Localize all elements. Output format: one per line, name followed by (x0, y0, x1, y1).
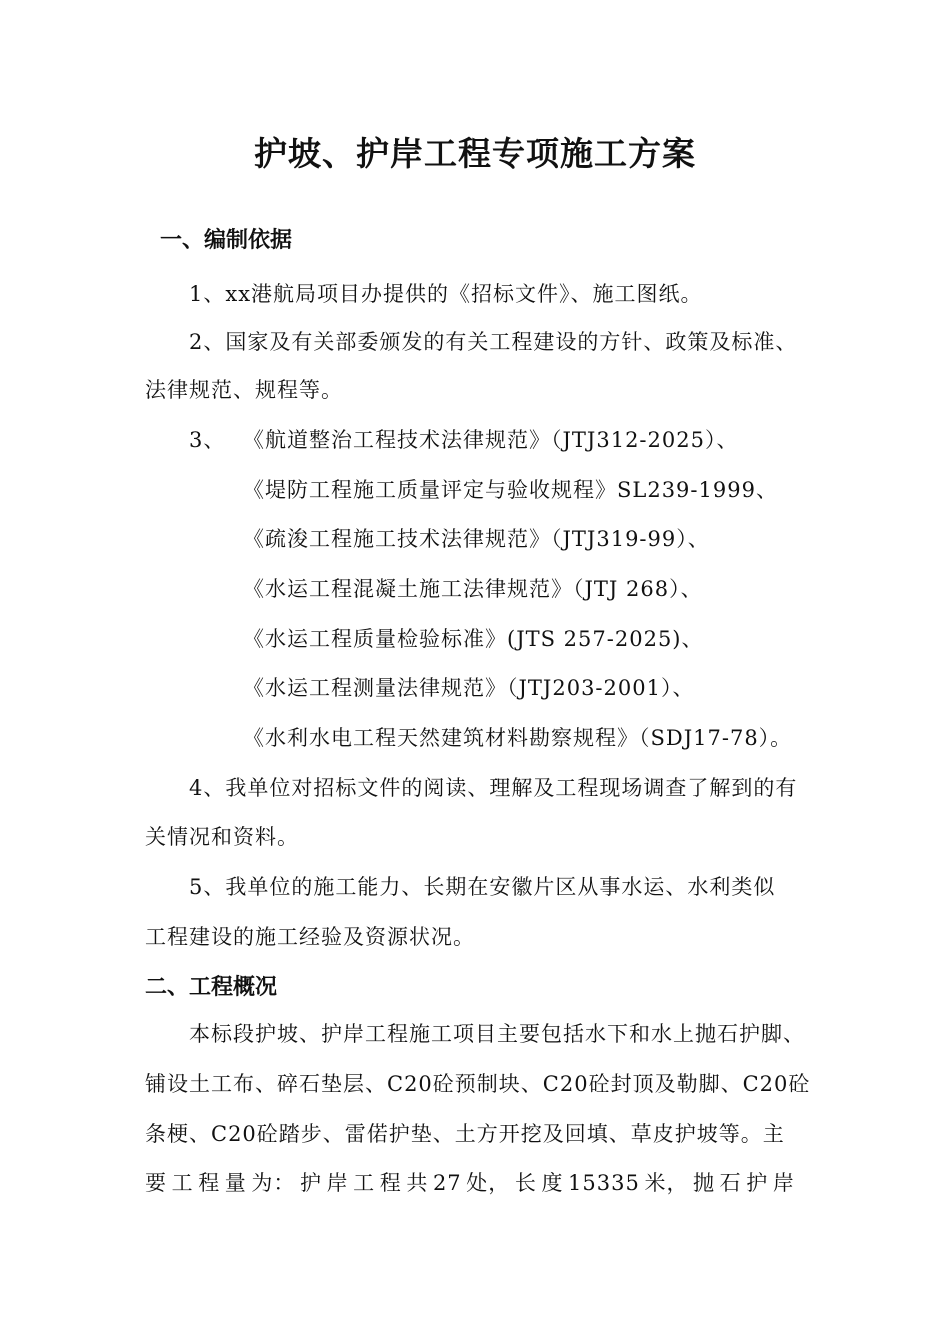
document-title: 护坡、护岸工程专项施工方案 (254, 134, 696, 173)
paragraph-word: 度 (541, 1171, 564, 1195)
paragraph-word: 岸 (326, 1171, 349, 1195)
basis-item-3-prefix: 3、 (189, 428, 226, 452)
basis-item-2-line-1: 2、国家及有关部委颁发的有关工程建设的方针、政策及标准、 (189, 330, 798, 354)
overview-paragraph-line-1: 本标段护坡、护岸工程施工项目主要包括水下和水上抛石护脚、 (189, 1022, 805, 1046)
standard-item: 《堤防工程施工质量评定与验收规程》SL239-1999、 (243, 478, 778, 502)
paragraph-word: 长 (514, 1171, 537, 1195)
paragraph-word: 15335 (568, 1171, 640, 1195)
paragraph-word: 为： (251, 1171, 296, 1195)
section-heading-overview: 二、工程概况 (145, 975, 278, 1000)
basis-item-5-line-2: 工程建设的施工经验及资源状况。 (145, 925, 475, 949)
paragraph-word: 抛 (693, 1171, 716, 1195)
overview-paragraph-line-2: 铺设土工布、碎石垫层、C20砼预制块、C20砼封顶及勒脚、C20砼 (145, 1072, 811, 1096)
standard-item: 《水运工程质量检验标准》(JTS 257-2025)、 (243, 627, 704, 651)
basis-item-2-line-2: 法律规范、规程等。 (145, 378, 343, 402)
standard-item: 《疏浚工程施工技术法律规范》（JTJ319-99）、 (243, 527, 710, 551)
basis-item-4-line-2: 关情况和资料。 (145, 825, 299, 849)
paragraph-word: 工 (353, 1171, 376, 1195)
paragraph-word: 工 (171, 1171, 194, 1195)
overview-paragraph-line-3: 条梗、C20砼踏步、雷偌护垫、土方开挖及回填、草皮护坡等。主 (145, 1122, 785, 1146)
paragraph-word: 护 (746, 1171, 769, 1195)
paragraph-word: 程 (379, 1171, 402, 1195)
standard-item: 《水运工程混凝土施工法律规范》（JTJ 268）、 (243, 577, 703, 601)
paragraph-word: 石 (719, 1171, 742, 1195)
section-heading-basis: 一、编制依据 (160, 228, 293, 253)
basis-item-4-line-1: 4、我单位对招标文件的阅读、理解及工程现场调查了解到的有 (189, 776, 798, 800)
paragraph-word: 共 (406, 1171, 429, 1195)
paragraph-word: 程 (198, 1171, 221, 1195)
standard-item: 《水利水电工程天然建筑材料勘察规程》（SDJ17-78）。 (243, 726, 793, 750)
paragraph-word: 护 (299, 1171, 322, 1195)
paragraph-word: 27 (432, 1171, 462, 1195)
paragraph-word: 处， (466, 1171, 511, 1195)
paragraph-word: 量 (224, 1171, 247, 1195)
basis-item-5-line-1: 5、我单位的施工能力、长期在安徽片区从事水运、水利类似 (189, 875, 776, 899)
overview-paragraph-line-4 (145, 1168, 795, 1198)
basis-item-1: 1、xx港航局项目办提供的《招标文件》、施工图纸。 (189, 282, 703, 306)
standard-item: 《水运工程测量法律规范》（JTJ203-2001）、 (243, 676, 695, 700)
paragraph-word: 米， (644, 1171, 689, 1195)
standard-item: 《航道整治工程技术法律规范》（JTJ312-2025）、 (243, 428, 739, 452)
paragraph-word: 要 (145, 1171, 167, 1195)
paragraph-word: 岸 (772, 1171, 795, 1195)
